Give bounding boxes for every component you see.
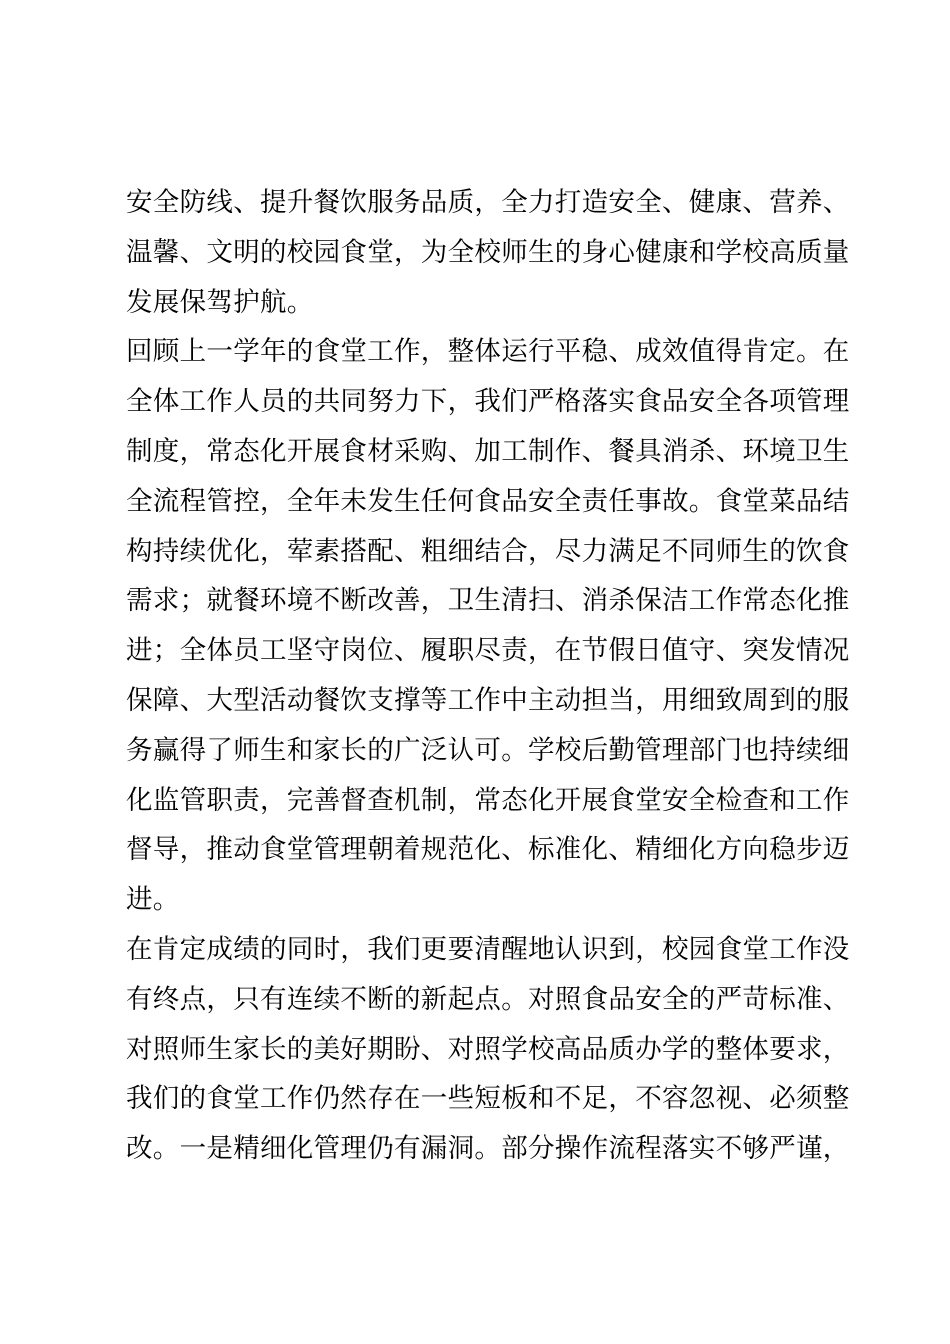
document-page: [126, 178, 850, 1174]
text-line: 全流程管控，全年未发生任何食品安全责任事故。食堂菜品结: [126, 485, 850, 517]
text-line: 对照师生家长的美好期盼、对照学校高品质办学的整体要求，: [126, 1033, 850, 1065]
text-line: 有终点，只有连续不断的新起点。对照食品安全的严苛标准、: [126, 983, 850, 1015]
paragraph-intro-continuation: [126, 178, 850, 327]
text-line: 制度，常态化开展食材采购、加工制作、餐具消杀、环境卫生: [126, 435, 850, 467]
paragraph-review: [126, 327, 850, 925]
text-line: 督导，推动食堂管理朝着规范化、标准化、精细化方向稳步迈: [126, 834, 850, 866]
text-line: 需求；就餐环境不断改善，卫生清扫、消杀保洁工作常态化推: [126, 585, 850, 617]
text-line: 回顾上一学年的食堂工作，整体运行平稳、成效值得肯定。在: [126, 336, 850, 368]
text-line: 进。: [126, 884, 180, 916]
text-line: 保障、大型活动餐饮支撑等工作中主动担当，用细致周到的服: [126, 684, 850, 716]
text-line: 在肯定成绩的同时，我们更要清醒地认识到，校园食堂工作没: [126, 933, 850, 965]
text-line: 化监管职责，完善督查机制，常态化开展食堂安全检查和工作: [126, 784, 850, 816]
text-line: 温馨、文明的校园食堂，为全校师生的身心健康和学校高质量: [126, 236, 850, 268]
text-line: 安全防线、提升餐饮服务品质，全力打造安全、健康、营养、: [126, 187, 850, 218]
text-line: 构持续优化，荤素搭配、粗细结合，尽力满足不同师生的饮食: [126, 535, 850, 567]
text-line: 进；全体员工坚守岗位、履职尽责，在节假日值守、突发情况: [126, 635, 850, 667]
text-line: 发展保驾护航。: [126, 286, 314, 318]
text-line: 改。一是精细化管理仍有漏洞。部分操作流程落实不够严谨，: [126, 1133, 850, 1165]
text-line: 我们的食堂工作仍然存在一些短板和不足，不容忽视、必须整: [126, 1083, 850, 1115]
text-line: 全体工作人员的共同努力下，我们严格落实食品安全各项管理: [126, 386, 850, 418]
paragraph-shortcomings: [126, 925, 850, 1174]
text-line: 务赢得了师生和家长的广泛认可。学校后勤管理部门也持续细: [126, 734, 850, 766]
